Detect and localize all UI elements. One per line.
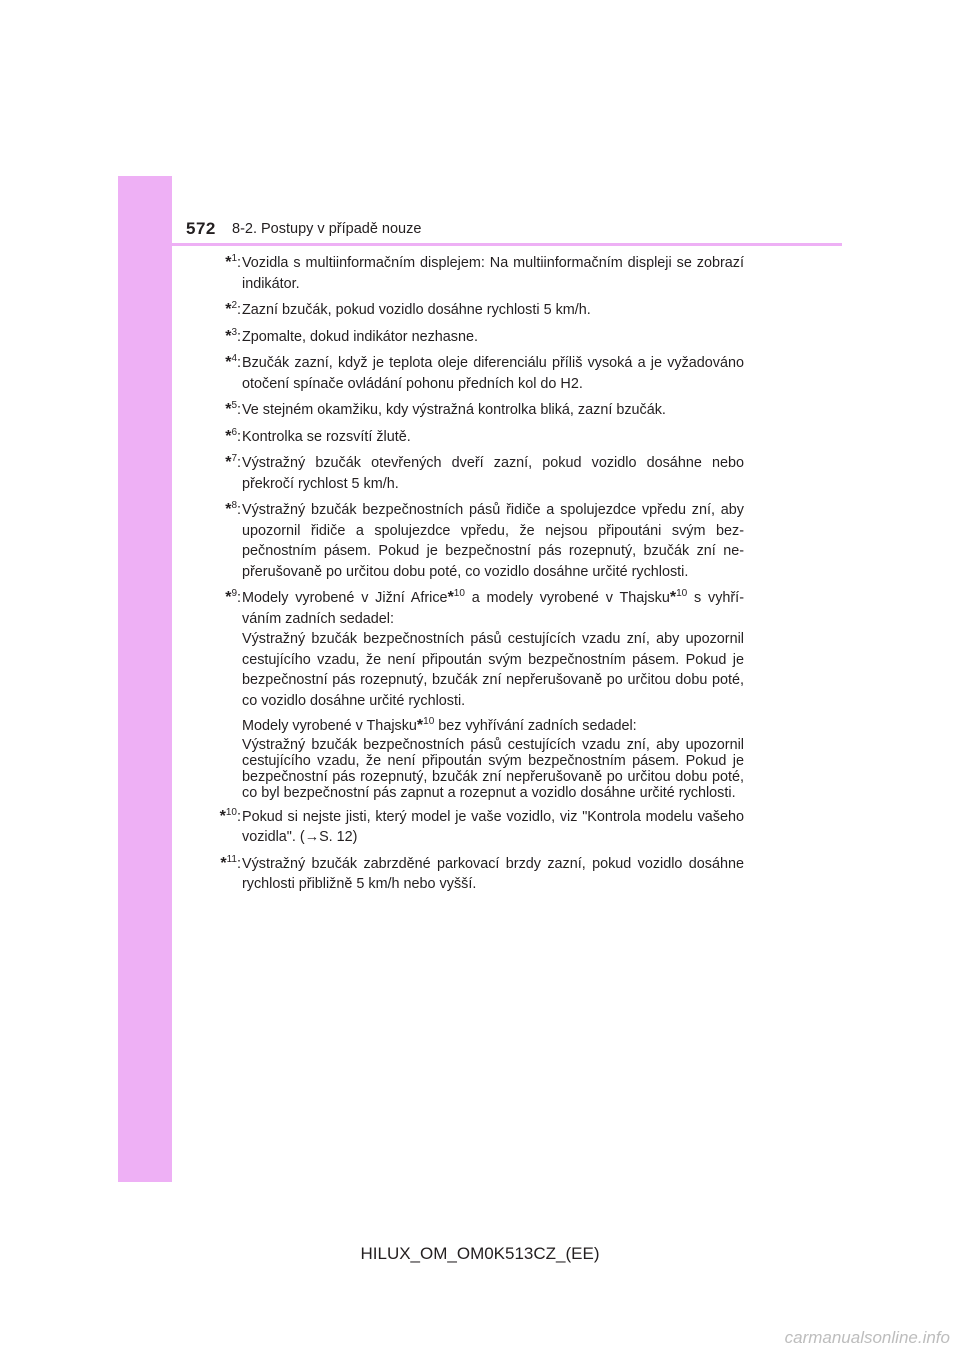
footnote-marker: *$^{11}$:	[220, 853, 241, 872]
footnote-marker: *$^1$:	[225, 253, 241, 271]
footnote-marker: *$^7$:	[225, 453, 241, 471]
footnote-text: Zazní bzučák, pokud vozidlo dosáhne rychlosti 5 km/h.	[242, 302, 591, 318]
footnote-1	[210, 253, 744, 294]
footnote-text: Zpomalte, dokud indikátor nezhasne.	[242, 328, 478, 345]
footnote-text: Kontrolka se rozsvítí žlutě.	[242, 428, 411, 445]
footnote-marker: *$^5$:	[225, 400, 241, 418]
footnote-4	[210, 353, 744, 394]
footnote-5	[210, 400, 744, 421]
footnote-text: Výstražný bzučák otevřených dveří zazní, pokud vozidlo dosáhne nebo překročí rychlost 5 km/h.	[242, 455, 744, 492]
footnote-3	[210, 327, 744, 348]
footnote-text: Modely vyrobené v Thajsku*$^{10}$ bez vyhřívání zadních sedadel:	[242, 716, 637, 734]
footnote-marker: *$^6$:	[225, 426, 241, 445]
footnote-marker: *$^2$:	[225, 300, 241, 318]
footnote-text: Bzučák zazní, když je teplota oleje diferenciálu příliš vysoká a je vyžadováno otočení spínače ovládání pohonu předních kol do H2.	[242, 355, 744, 392]
footnote-text: Výstražný bzučák bezpečnostních pásů cestujících vzadu zní, aby upozornil cestujícího vzadu, že není připoután svým bezpečnostním pásem. Pokud je bezpečnostní pás rozepnutý, bzučák zní nepřerušovaně po určitou dobu poté, co byl bezpečnostní pás zapnut a rozepnut a vozidlo dosáhne určité rychlosti.	[242, 736, 744, 801]
footnote-11	[210, 854, 744, 895]
footnote-text: Ve stejném okamžiku, kdy výstražná kontrolka bliká, zazní bzučák.	[242, 402, 666, 418]
footnote-text: Výstražný bzučák zabrzděné parkovací brzdy zazní, pokud vozidlo dosáhne rychlosti přibližně 5 km/h nebo vyšší.	[242, 855, 744, 892]
footnote-marker: *$^3$:	[225, 326, 241, 345]
footnote-7	[210, 453, 744, 494]
footnote-text: Výstražný bzučák bezpečnostních pásů cestujících vzadu zní, aby upozornil cestujícího vzadu, že není připoután svým bezpečnostním pásem. Pokud je bezpečnostní pás rozepnutý, bzučák zní nepřerušovaně po určitou dobu poté, co vozidlo dosáhne určité rychlosti.	[242, 631, 744, 709]
footnote-marker: *$^4$:	[225, 353, 241, 371]
footnote-text: Výstražný bzučák bezpečnostních pásů řidiče a spolujezdce vpředu zní, aby upozornil řidiče a spolujezdce vpředu, že nejsou připoutáni svým bezpečnostním pásem. Pokud je bezpečnostní pás rozepnutý, bzučák zní nepřerušovaně po určitou dobu poté, co vozidlo dosáhne určité rychlosti.	[242, 502, 744, 580]
chapter-color-tab	[118, 176, 172, 1182]
footnote-9	[210, 588, 744, 801]
footnote-marker: *$^8$:	[225, 500, 241, 518]
section-title: 8-2. Postupy v případě nouze	[232, 221, 422, 237]
footnote-text: Pokud si nejste jisti, který model je vaše vozidlo, viz "Kontrola modelu vašeho vozidla". (→S. 12)	[242, 808, 744, 845]
footnote-list	[210, 253, 744, 901]
footnote-6	[210, 427, 744, 448]
footnote-10	[210, 807, 744, 848]
page-number: 572	[186, 219, 216, 238]
document-code: HILUX_OM_OM0K513CZ_(EE)	[360, 1244, 600, 1263]
header-divider	[172, 243, 842, 246]
footnote-8	[210, 500, 744, 582]
footnote-text: Modely vyrobené v Jižní Africe*$^{10}$ a modely vyrobené v Thajsku*$^{10}$ s vyhříváním zadních sedadel:	[242, 588, 744, 627]
footnote-marker: *$^9$:	[225, 588, 241, 606]
footnote-text: Vozidla s multiinformačním displejem: Na multiinformačním displeji se zobrazí indikátor.	[242, 255, 744, 292]
watermark: carmanualsonline.info	[784, 1328, 950, 1347]
footnote-2	[210, 300, 744, 321]
footnote-marker: *$^{10}$:	[219, 806, 241, 825]
